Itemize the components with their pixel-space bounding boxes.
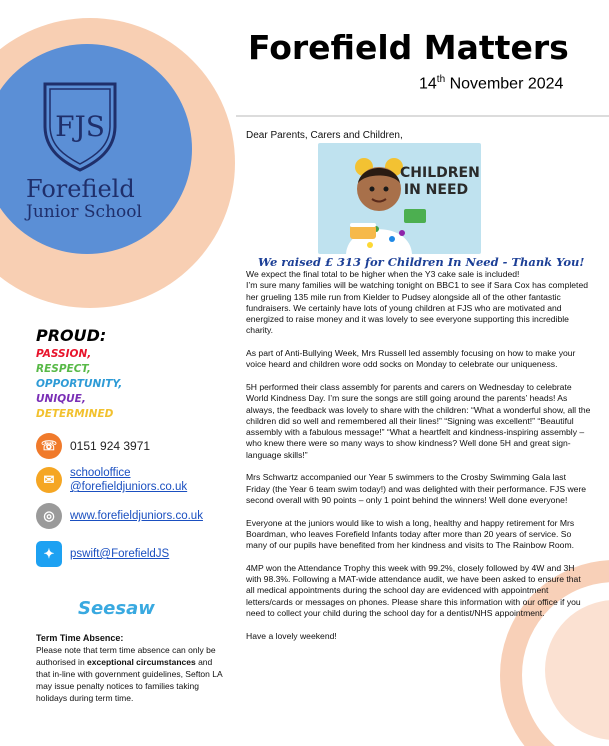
children-in-need-image — [318, 143, 481, 254]
value-item: PASSION, — [36, 348, 92, 360]
value-item: OPPORTUNITY, — [36, 378, 123, 390]
website-link[interactable]: www.forefieldjuniors.co.uk — [70, 510, 203, 522]
phone-number: 0151 924 3971 — [70, 439, 151, 453]
body-paragraph: Everyone at the juniors would like to wish a long, healthy and happy retirement for Mrs Boardman, who leaves Forefield Infants today after more than 20 years of service. So many of our pupils have benefited from her kindness and visits to The Rainbow Room. — [246, 517, 575, 551]
term-absence-title: Term Time Absence: — [36, 633, 124, 643]
email-link[interactable]: schooloffice @forefieldjuniors.co.uk — [70, 467, 188, 493]
body-paragraph: As part of Anti-Bullying Week, Mrs Russell led assembly focusing on how to make your voice heard and children wore odd socks on Monday to celebrate our uniqueness. — [246, 348, 576, 370]
term-absence-notice: Term Time Absence: Please note that term time absence can only be authorised in exceptional circumstances and that in-line with government guidelines, Sefton LA may issue penalty notices to families taking holidays during term time. — [36, 632, 226, 704]
phone-contact — [36, 433, 150, 459]
school-subname: Junior School — [26, 202, 142, 222]
school-values — [36, 326, 122, 422]
school-logo — [0, 80, 160, 222]
value-item: RESPECT, — [36, 363, 91, 375]
body-paragraph: 5H performed their class assembly for parents and carers on Wednesday to celebrate World Kindness Day. I’m sure the songs are still going around the parents’ heads! As always, the feedback was lovely to share with the children: “What a wonderful show, all the children did so well and remembered all their lines!” “Signing was excellent!” “Beautiful assembly with a fabulous message!” “What a heartfelt and kindness-inspiring assembly – who knew there were so many ways to show kindness? Well done 5H and great sign-language skills!” — [246, 381, 591, 460]
newsletter-date: 14th November 2024 — [419, 74, 564, 93]
greeting: Dear Parents, Carers and Children, — [246, 130, 403, 141]
twitter-contact — [36, 541, 169, 567]
newsletter-body — [246, 269, 591, 653]
image-caption: CHILDREN IN NEED — [400, 165, 480, 198]
body-paragraph: We expect the final total to be higher when the Y3 cake sale is included! I’m sure many families will be watching tonight on BBC1 to see if Sara Cox has completed her grueling 135 mile run from Kielder to Pudsey alongside all of the other fantastic fundraisers. We certainly have lots of young children at FJS who are motivated and energized to raise money and it was lovely to see everyone supporting this incredible charity. — [246, 269, 589, 336]
twitter-icon: ✦ — [36, 541, 62, 567]
value-item: UNIQUE, — [36, 393, 86, 405]
header-divider — [236, 115, 609, 117]
body-paragraph: Mrs Schwartz accompanied our Year 5 swimmers to the Crosby Swimming Gala last Friday (the Year 6 team swim today!) and was delighted with their performance. FJS were second overall with 90 points – only 1 point behind the winners! Well done everyone! — [246, 472, 587, 505]
values-list — [36, 347, 122, 422]
seesaw-logo[interactable]: Seesaw — [78, 598, 155, 619]
school-initials: FJS — [55, 110, 105, 143]
body-paragraph: Have a lovely weekend! — [246, 630, 337, 641]
twitter-link[interactable]: pswift@ForefieldJS — [70, 548, 170, 560]
body-paragraph: 4MP won the Attendance Trophy this week with 99.2%, closely followed by 4W and 3H with 98.3%. Following a MAT-wide attendance audit, we have been asked to ensure that all medical appointments during the school day are evidenced with appointment letters/cards or messages on phones. Please share this information with our office if you need to collect your child during the school day for a dentist/NHS appointment. — [246, 562, 581, 618]
values-heading: PROUD: — [36, 326, 107, 345]
headline: We raised £ 313 for Children In Need - Thank You! — [258, 255, 585, 269]
newsletter-title: Forefield Matters — [248, 28, 569, 67]
email-icon: ✉ — [36, 467, 62, 493]
shield-icon — [41, 80, 119, 172]
website-contact — [36, 503, 203, 529]
phone-icon: ☏ — [36, 433, 62, 459]
value-item: DETERMINED — [36, 408, 114, 420]
email-contact — [36, 466, 187, 494]
globe-icon: ◎ — [36, 503, 62, 529]
school-name: Forefield — [26, 175, 135, 203]
